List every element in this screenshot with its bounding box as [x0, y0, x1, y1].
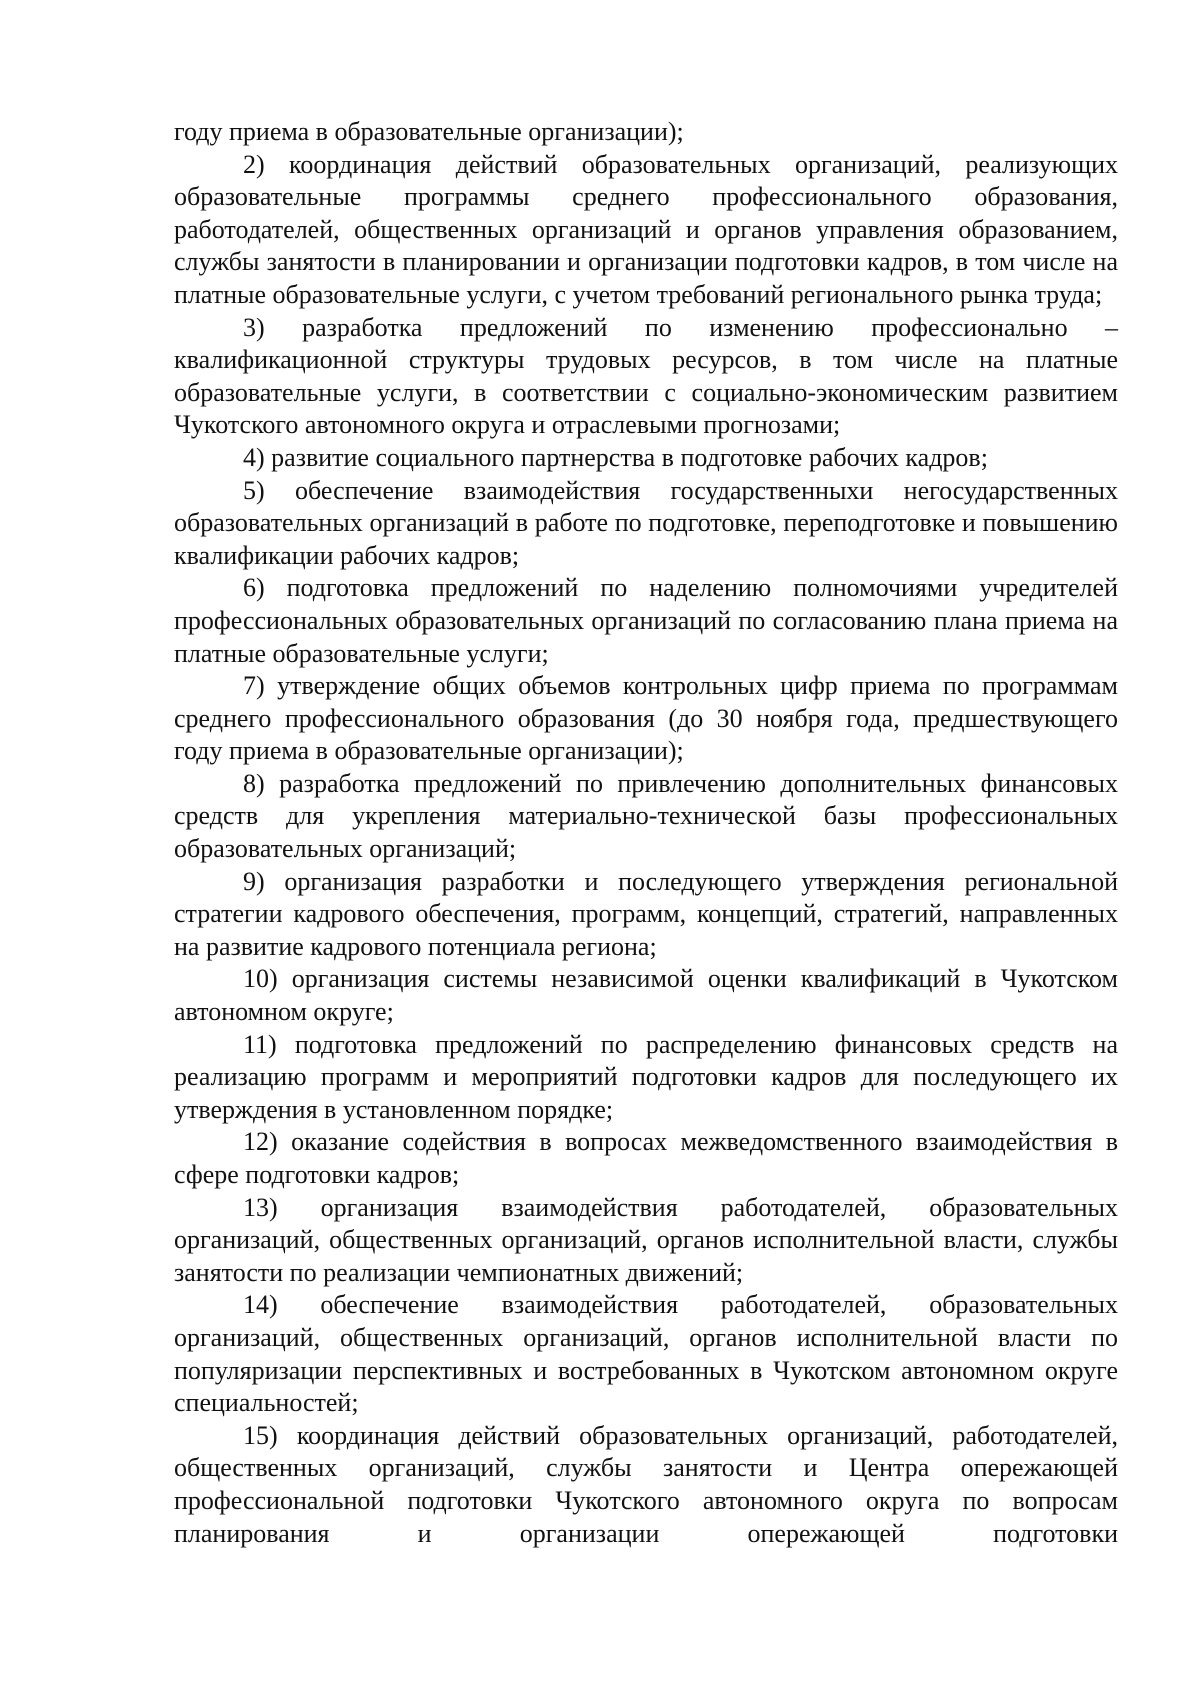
paragraph-item-5: 5) обеспечение взаимодействия государственныхи негосударственных образовательных организаций в работе по подготовке, переподготовке и повышению квалификации рабочих кадров; [174, 475, 1118, 570]
paragraph-item-13: 13) организация взаимодействия работодателей, образовательных организаций, общественных организаций, органов исполнительной власти, службы занятости по реализации чемпионатных движений; [174, 1192, 1118, 1287]
paragraph-item-2: 2) координация действий образовательных организаций, реализующих образовательные программы среднего профессионального образования, работодателей, общественных организаций и органов управления образованием, службы занятости в планировании и организации подготовки кадров, в том числе на платные образовательные услуги, с учетом требований регионального рынка труда; [174, 149, 1118, 309]
paragraph-item-7: 7) утверждение общих объемов контрольных цифр приема по программам среднего профессионального образования (до 30 ноября года, предшествующего году приема в образовательные организации); [174, 671, 1118, 766]
paragraph-item-6: 6) подготовка предложений по наделению полномочиями учредителей профессиональных образовательных организаций по согласованию плана приема на платные образовательные услуги; [174, 573, 1118, 668]
paragraph-item-11: 11) подготовка предложений по распределению финансовых средств на реализацию программ и мероприятий подготовки кадров для последующего их утверждения в установленном порядке; [174, 1029, 1118, 1124]
paragraph-continuation: году приема в образовательные организации); [174, 117, 684, 146]
paragraph-item-3: 3) разработка предложений по изменению профессионально – квалификационной структуры трудовых ресурсов, в том числе на платные образовательные услуги, в соответствии с социально-экономическим развитием Чукотского автономного округа и отраслевыми прогнозами; [174, 312, 1118, 440]
paragraph-item-15: 15) координация действий образовательных организаций, работодателей, общественных организаций, службы занятости и Центра опережающей профессиональной подготовки Чукотского автономного округа по вопросам планирования и организации опережающей подготовки [174, 1420, 1118, 1548]
paragraph-item-10: 10) организация системы независимой оценки квалификаций в Чукотском автономном округе; [174, 964, 1118, 1027]
paragraph-item-8: 8) разработка предложений по привлечению дополнительных финансовых средств для укрепления материально-технической базы профессиональных образовательных организаций; [174, 768, 1118, 864]
paragraph-item-4: 4) развитие социального партнерства в подготовке рабочих кадров; [243, 442, 988, 472]
document-body [174, 116, 1118, 1550]
paragraph-item-12: 12) оказание содействия в вопросах межведомственного взаимодействия в сфере подготовки кадров; [174, 1127, 1118, 1189]
paragraph-item-9: 9) организация разработки и последующего утверждения региональной стратегии кадрового обеспечения, программ, концепций, стратегий, направленных на развитие кадрового потенциала региона; [174, 866, 1118, 961]
paragraph-item-14: 14) обеспечение взаимодействия работодателей, образовательных организаций, общественных организаций, органов исполнительной власти по популяризации перспективных и востребованных в Чукотском автономном округе специальностей; [174, 1290, 1118, 1418]
